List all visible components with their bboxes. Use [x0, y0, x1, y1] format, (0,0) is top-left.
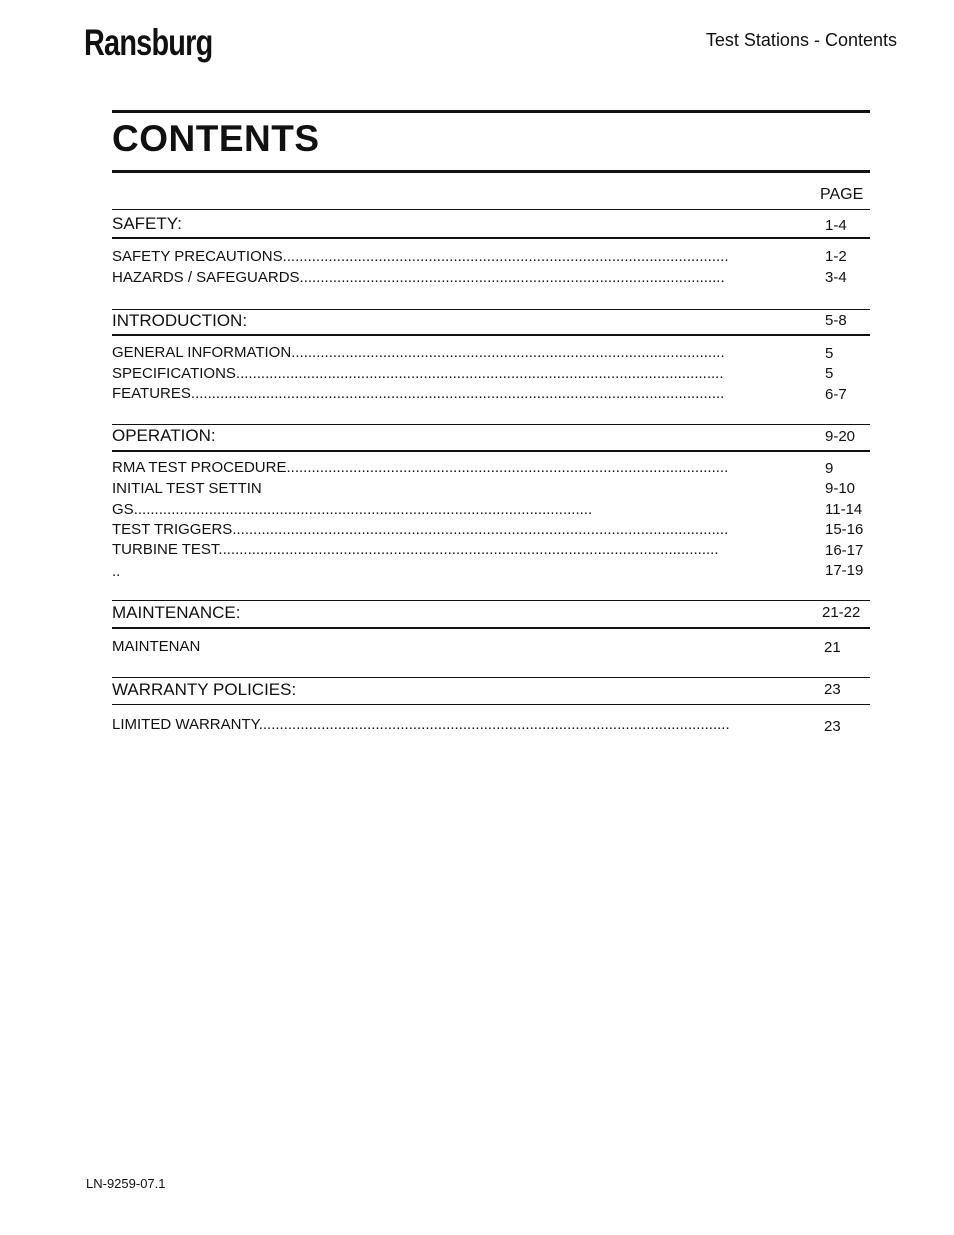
toc-entry-label: RMA TEST PROCEDURE — [112, 459, 287, 476]
toc-entry — [112, 638, 818, 655]
toc-entry-leader: ........................................................................................................ — [291, 344, 725, 361]
toc-entry-page: 11-14 — [825, 501, 863, 518]
section-title-operation: OPERATION: — [112, 426, 216, 445]
page-title: CONTENTS — [112, 118, 320, 159]
toc-entry-page: 5 — [825, 345, 834, 362]
toc-entry — [112, 385, 818, 402]
section-top-rule — [112, 677, 870, 678]
toc-entry-page: 21 — [824, 639, 841, 656]
toc-entry-label: MAINTENAN — [112, 638, 201, 655]
ransburg-logo: Ransburg — [84, 22, 213, 63]
toc-entry-page: 17-19 — [825, 562, 864, 579]
section-pages-warranty-policies: 23 — [824, 681, 841, 698]
running-header-title: Test Stations - Contents — [705, 30, 897, 50]
toc-entry-leader: ................................................................................................................. — [258, 716, 730, 733]
section-title-maintenance: MAINTENANCE: — [112, 603, 241, 622]
toc-entry-label: SPECIFICATIONS — [112, 365, 236, 382]
toc-entry-page: 3-4 — [825, 269, 847, 286]
section-title-safety: SAFETY: — [112, 214, 182, 233]
toc-entry-leader: ..................................................................................................................... — [235, 365, 724, 382]
section-title-warranty-policies: WARRANTY POLICIES: — [112, 680, 297, 699]
toc-entry-leader: ........................................................................................................... — [282, 248, 729, 265]
toc-entry — [112, 480, 818, 497]
toc-entry-label: TEST TRIGGERS — [112, 521, 233, 538]
title-bottom-rule — [112, 170, 870, 173]
toc-entry-page: 23 — [824, 718, 841, 735]
page-column-label: PAGE — [820, 186, 864, 203]
section-top-rule — [112, 209, 870, 210]
section-pages-introduction: 5-8 — [825, 312, 847, 329]
section-pages-maintenance: 21-22 — [822, 604, 861, 621]
toc-entry — [112, 365, 818, 382]
section-top-rule — [112, 309, 870, 310]
toc-entry-leader: ........................................................................................................................ — [218, 541, 719, 558]
toc-entry-label: GS — [112, 501, 134, 518]
toc-entry-label: LIMITED WARRANTY — [112, 716, 259, 733]
toc-entry-page: 15-16 — [825, 521, 864, 538]
toc-entry — [112, 248, 818, 265]
section-bottom-rule — [112, 334, 870, 336]
section-top-rule — [112, 424, 870, 425]
section-bottom-rule — [112, 704, 870, 705]
title-top-rule — [112, 110, 870, 113]
toc-entry — [112, 344, 818, 361]
toc-entry-label: .. — [112, 563, 121, 580]
toc-entry — [112, 563, 818, 580]
toc-entry-leader: ....................................................................................................................... — [232, 521, 729, 538]
toc-entry-page: 5 — [825, 365, 834, 382]
toc-entry-label: TURBINE TEST — [112, 541, 219, 558]
toc-entry-leader: ................................................................................................................................ — [190, 385, 725, 402]
toc-entry — [112, 501, 652, 518]
toc-entry-leader: .......................................................................................................... — [286, 459, 729, 476]
toc-entry — [112, 459, 818, 476]
toc-entry-page: 9-10 — [825, 480, 856, 497]
toc-entry — [112, 541, 812, 558]
toc-entry — [112, 716, 816, 733]
section-top-rule — [112, 600, 870, 601]
section-pages-safety: 1-4 — [825, 217, 847, 234]
section-pages-operation: 9-20 — [825, 428, 856, 445]
toc-entry-page: 6-7 — [825, 386, 847, 403]
toc-entry — [112, 269, 818, 286]
toc-entry-page: 1-2 — [825, 248, 847, 265]
toc-entry-label: INITIAL TEST SETTIN — [112, 480, 262, 497]
toc-entry-label: HAZARDS / SAFEGUARDS — [112, 269, 300, 286]
toc-entry — [112, 521, 818, 538]
toc-entry-label: GENERAL INFORMATION — [112, 344, 292, 361]
section-bottom-rule — [112, 237, 870, 239]
section-title-introduction: INTRODUCTION: — [112, 311, 248, 330]
toc-entry-leader: ...................................................................................................... — [299, 269, 725, 286]
toc-entry-page: 16-17 — [825, 542, 864, 559]
toc-entry-label: FEATURES — [112, 385, 191, 402]
toc-entry-label: SAFETY PRECAUTIONS — [112, 248, 283, 265]
document-number: LN-9259-07.1 — [86, 1176, 166, 1191]
section-bottom-rule — [112, 627, 870, 629]
section-bottom-rule — [112, 450, 870, 452]
toc-entry-leader: .............................................................................................................. — [133, 501, 593, 518]
toc-entry-page: 9 — [825, 460, 834, 477]
